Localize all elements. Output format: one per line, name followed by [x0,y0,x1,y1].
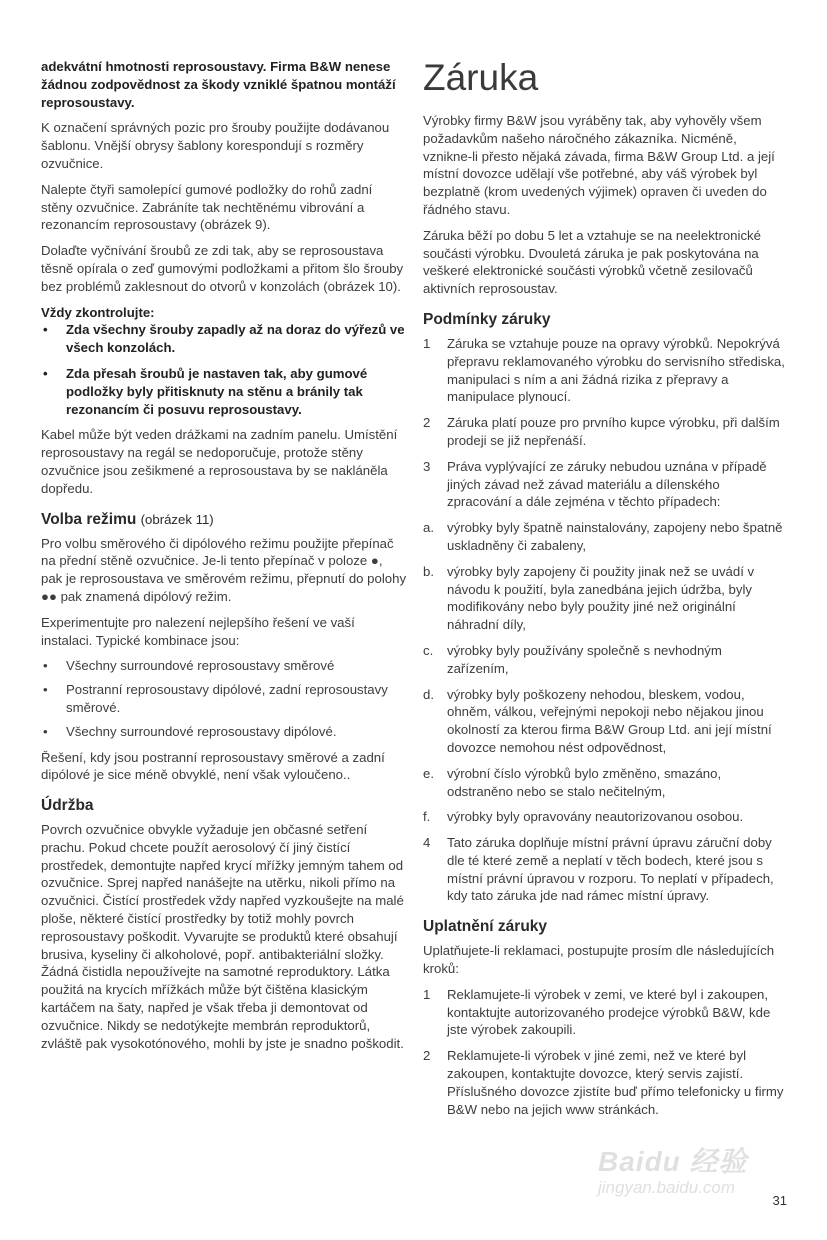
list-marker: f. [423,809,431,825]
list-marker: 2 [423,415,431,431]
watermark-logo: Baidu 经验 [598,1146,748,1177]
list-item [423,808,785,826]
right-column [423,58,785,1126]
conditions-sublist [423,519,785,826]
intro-warning: adekvátní hmotnosti reprosoustavy. Firma B&W nenese žádnou zodpovědnost za škody vzniklé špatnou montáží reprosoustavy. [41,59,396,110]
pads-paragraph: Nalepte čtyři samolepící gumové podložky do rohů zadní stěny ozvučnice. Zabráníte tak nechtěnému vibrování a rezonancím reprosoustavy (obrázek 9). [41,181,373,233]
list-item [423,765,785,801]
list-text: Tato záruka doplňuje místní právní úpravu záruční doby dle té které země a neplatí v těch bodech, které jsou s místní právní úpravou v rozporu. To neplatí v případech, kdy tato záruka jde nad rámec místní úpravy. [447,835,774,904]
list-marker: 2 [423,1048,431,1064]
conditions-list [423,335,785,511]
mode-paragraph: Pro volbu směrového či dipólového režimu použijte přepínač na přední stěně ozvučnice. Je-li tento přepínač v poloze ●, pak je reprosoustava ve směrovém režimu, přepnutí do polohy ●● pak znamená dipólový režim. [41,535,407,604]
list-item [423,1047,785,1118]
mode-heading [41,510,407,529]
conditions-heading: Podmínky záruky [423,310,551,328]
list-item [423,519,785,555]
screws-paragraph: Dolaďte vyčnívání šroubů ze zdi tak, aby se reprosoustava těsně opírala o zeď gumovými podložkami a přitom šlo šrouby bez problémů zaklesnout do otvorů v konzolách (obrázek 10). [41,243,404,294]
list-item [423,458,785,511]
list-marker: c. [423,642,434,658]
list-item [423,986,785,1039]
list-marker: 1 [423,335,431,351]
list-text: výrobky byly poškozeny nehodou, bleskem, vodou, ohněm, válkou, veřejnými nepokoji nebo nějakou jinou okolností za kterou firma B&W Group Ltd. ani její místní dovozce nemohou nést odpovědnost, [447,686,772,755]
list-marker: d. [423,686,434,702]
combination-item: • Všechny surroundové reprosoustavy dipólové. [41,723,407,741]
list-text: výrobky byly používány společně s nevhodným zařízením, [447,642,722,676]
list-text: výrobní číslo výrobků bylo změněno, smazáno, odstraněno nebo se stalo nečitelným, [447,765,722,799]
list-item [423,563,785,634]
list-marker: a. [423,520,434,536]
mode-heading-text: Volba režimu [41,510,137,528]
list-text: Reklamujete-li výrobek v jiné zemi, než ve které byl zakoupen, kontaktujte dovozce, který servis zajistí. Příslušného dovozce zjistíte buď přímo telefonicky u firmy B&W nebo na jejich www stránkách. [447,1048,784,1117]
care-heading: Údržba [41,797,94,815]
care-paragraph: Povrch ozvučnice obvykle vyžaduje jen občasné setření prachu. Pokud chcete použít aerosolový čí jiný čistící prostředek, demontujte napřed krycí mřížky jemným tahem od ozvučnice. Sprej napřed nanášejte na utěrku, nikoli přímo na ozvučnici. Čistící prostředek vždy napřed vyzkoušejte na malé ploše, některé čistící prostředky by totiž mohly povrch reprosoustavy poškodit. Vyvarujte se produktů které obsahují brusiva, kyseliny či alkoholové, popř. antibakteriální složky. Žádná čistidla nepoužívejte na samotné reproduktory. Látka použitá na krycích mřížkách může být čištěna klasickým kartáčem na šaty, napřed je však třeba ji demontovat od ozvučnice. Nikdy se nedotýkejte membrán reproduktorů, zvláště pak vysokotónového, mohli by jste je snadno poškodit. [41,822,404,1051]
list-text: Záruka platí pouze pro prvního kupce výrobku, při dalším prodeji se již nepřenáší. [447,415,780,448]
cable-paragraph: Kabel může být veden drážkami na zadním panelu. Umístění reprosoustavy na regál se nedoporučuje, protože stěny ozvučnice jsou zešikmené a reprosoustava by se nakláněla dopředu. [41,427,398,496]
list-marker: 4 [423,835,431,851]
page-title: Záruka [423,57,539,98]
list-marker: 3 [423,458,431,474]
combination-item: • Všechny surroundové reprosoustavy směrové [41,657,407,675]
list-text: výrobky byly špatně nainstalovány, zapojeny nebo špatně uskladněny či zabaleny, [447,520,783,553]
products-paragraph: Výrobky firmy B&W jsou vyráběny tak, aby vyhověly všem požadavkům našeho náročného zákazníka. Nicméně, vznikne-li přesto nějaká závada, firma B&W Group Ltd. a její místní dovozce udělají vše potřebné, aby váš výrobek byl bezplatně (krom uvedených výjimek) opraven či uveden do řádného stavu. [423,113,775,217]
experiment-paragraph: Experimentujte pro nalezení nejlepšího řešení ve vaší instalaci. Typické kombinace jsou: [41,614,355,648]
page-number: 31 [772,1193,787,1208]
list-text: výrobky byly opravovány neautorizovanou osobou. [447,809,744,825]
check-item: • Zda přesah šroubů je nastaven tak, aby gumové podložky byly přitisknuty na stěnu a bránily tak rezonancím či posuvu reprosoustavy. [41,365,407,418]
check-label: Vždy zkontrolujte: [41,304,155,320]
mode-heading-note: (obrázek 11) [140,511,214,527]
list-text: Práva vyplývající ze záruky nebudou uznána v případě jiných závad než závad materiálu a dílenského zpracování a dále zejména v těchto případech: [447,458,767,510]
claim-paragraph: Uplatňujete-li reklamaci, postupujte prosím dle následujících kroků: [423,943,775,977]
conditions-list-end [423,834,785,905]
list-item [423,414,785,450]
check-item: • Zda všechny šrouby zapadly až na doraz do výřezů ve všech konzolách. [41,321,407,357]
list-marker: b. [423,563,434,579]
watermark [598,1140,788,1200]
list-marker: 1 [423,986,431,1002]
left-column [41,58,407,1060]
list-item [423,335,785,406]
list-item [423,642,785,678]
claim-heading: Uplatnění záruky [423,918,548,936]
period-paragraph: Záruka běží po dobu 5 let a vztahuje se na neelektronické součásti výrobku. Dvouletá záruka je pak poskytována na veškeré elektronické součásti výrobků včetně zesilovačů aktivních reprosoustav. [423,227,761,297]
watermark-url: jingyan.baidu.com [598,1178,736,1197]
list-item [423,834,785,905]
check-list [41,321,407,418]
list-item [423,686,785,757]
list-text: výrobky byly zapojeny či použity jinak než se uvádí v návodu k použití, byla zanedbána jejich údržba, byly modifikovány nebo byly použity jiné než originální náhradní díly, [447,563,755,633]
solution-paragraph: Řešení, kdy jsou postranní reprosoustavy směrové a zadní dipólové je sice méně obvyklé, není však vyloučeno.. [41,749,385,783]
claim-steps-list [423,986,785,1119]
list-text: Reklamujete-li výrobek v zemi, ve které byl i zakoupen, kontaktujte autorizovaného prodejce výrobků B&W, kde jste výrobek zakoupili. [447,986,771,1038]
list-marker: e. [423,765,434,781]
list-text: Záruka se vztahuje pouze na opravy výrobků. Nepokrývá přepravu reklamovaného výrobku do servisního střediska, manipulaci s ním a ani žádná rizika z přepravy a manipulace plynoucí. [447,335,785,405]
template-paragraph: K označení správných pozic pro šrouby použijte dodávanou šablonu. Vnější obrysy šablony korespondují s rozměry ozvučnice. [41,120,390,171]
combination-item: • Postranní reprosoustavy dipólové, zadní reprosoustavy směrové. [41,681,407,717]
combination-list [41,657,407,740]
